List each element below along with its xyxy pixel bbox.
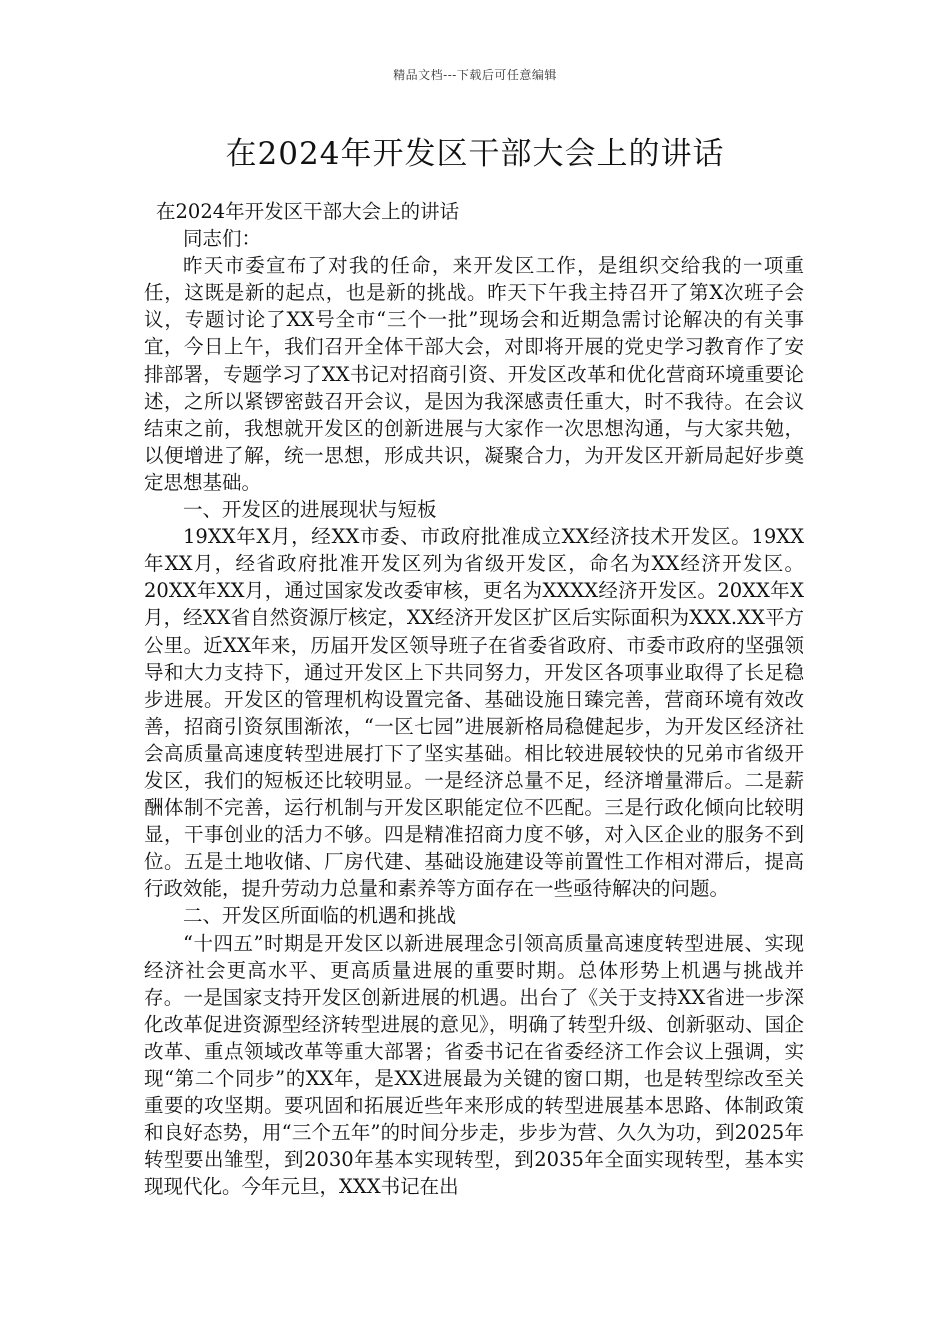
subtitle-paragraph: 在2024年开发区干部大会上的讲话 <box>156 200 460 223</box>
header-note: 精品文档---下载后可任意编辑 <box>393 68 557 82</box>
salutation: 同志们： <box>183 227 262 251</box>
document-body <box>144 198 804 1200</box>
document-title: 在2024年开发区干部大会上的讲话 <box>225 136 725 172</box>
section-heading: 一、开发区的进展现状与短板 <box>183 498 437 522</box>
section-heading: 二、开发区所面临的机遇和挑战 <box>183 904 457 928</box>
body-paragraph: 19XX年X月，经XX市委、市政府批准成立XX经济技术开发区。19XX年XX月，经省政府批准开发区列为省级开发区，命名为XX经济开发区。20XX年XX月，通过国家发改委审核，更名为XXXX经济开发区。20XX年X月，经XX省自然资源厅核定，XX经济开发区扩区后实际面积为XXX.XX平方公里。近XX年来，历届开发区领导班子在省委省政府、市委市政府的坚强领导和大力支持下，通过开发区上下共同努力，开发区各项事业取得了长足稳步进展。开发区的管理机构设置完备、基础设施日臻完善，营商环境有效改善，招商引资氛围渐浓，“一区七园”进展新格局稳健起步，为开发区经济社会高质量高速度转型进展打下了坚实基础。相比较进展较快的兄弟市省级开发区，我们的短板还比较明显。一是经济总量不足，经济增量滞后。二是薪酬体制不完善，运行机制与开发区职能定位不匹配。三是行政化倾向比较明显，干事创业的活力不够。四是精准招商力度不够，对入区企业的服务不到位。五是土地收储、厂房代建、基础设施建设等前置性工作相对滞后，提高行政效能，提升劳动力总量和素养等方面存在一些亟待解决的问题。 <box>144 525 804 901</box>
body-paragraph: “十四五”时期是开发区以新进展理念引领高质量高速度转型进展、实现经济社会更高水平、更高质量进展的重要时期。总体形势上机遇与挑战并存。一是国家支持开发区创新进展的机遇。出台了《关于支持XX省进一步深化改革促进资源型经济转型进展的意见》，明确了转型升级、创新驱动、国企改革、重点领域改革等重大部署；省委书记在省委经济工作会议上强调，实现“第二个同步”的XX年，是XX进展最为关键的窗口期，也是转型综改至关重要的攻坚期。要巩固和拓展近些年来形成的转型进展基本思路、体制政策和良好态势，用“三个五年”的时间分步走，步步为营、久久为功，到2025年转型要出雏型，到2030年基本实现转型，到2035年全面实现转型，基本实现现代化。今年元旦，XXX书记在出 <box>144 931 804 1199</box>
body-paragraph: 昨天市委宣布了对我的任命，来开发区工作，是组织交给我的一项重任，这既是新的起点，也是新的挑战。昨天下午我主持召开了第X次班子会议，专题讨论了XX号全市“三个一批”现场会和近期急需讨论解决的有关事宜，今日上午，我们召开全体干部大会，对即将开展的党史学习教育作了安排部署，专题学习了XX书记对招商引资、开发区改革和优化营商环境重要论述，之所以紧锣密鼓召开会议，是因为我深感责任重大，时不我待。在会议结束之前，我想就开发区的创新进展与大家作一次思想沟通，与大家共勉，以便增进了解，统一思想，形成共识，凝聚合力，为开发区开新局起好步奠定思想基础。 <box>144 254 804 494</box>
